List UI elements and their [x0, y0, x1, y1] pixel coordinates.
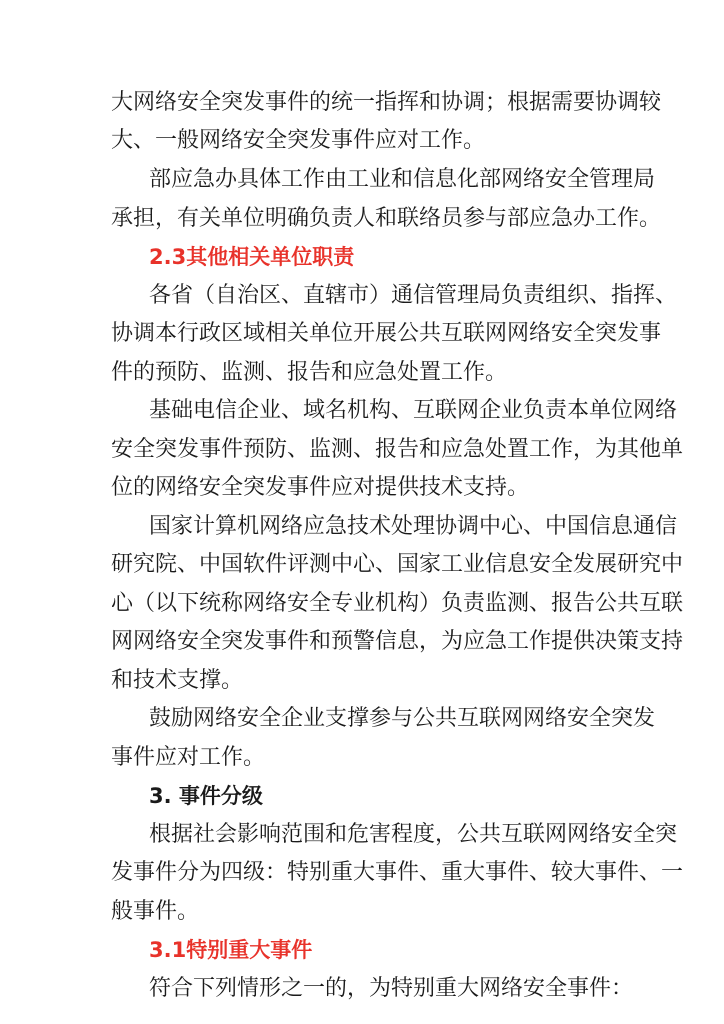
paragraph-first-line: 根据社会影响范围和危害程度，公共互联网网络安全突	[149, 822, 678, 847]
paragraph-first-line: 各省（自治区、直辖市）通信管理局负责组织、指挥、	[149, 283, 678, 308]
paragraph-first-line: 符合下列情形之一的，为特别重大网络安全事件：	[149, 976, 634, 1001]
body-text-line: 研究院、中国软件评测中心、国家工业信息安全发展研究中	[111, 552, 684, 577]
body-text-line: 事件应对工作。	[111, 745, 266, 770]
body-text-line: 般事件。	[111, 899, 200, 924]
body-text-line: 协调本行政区域相关单位开展公共互联网网络安全突发事	[111, 321, 662, 346]
section-heading-3-1: 3.1特别重大事件	[149, 938, 313, 962]
paragraph-first-line: 国家计算机网络应急技术处理协调中心、中国信息通信	[149, 514, 678, 539]
paragraph-first-line: 基础电信企业、域名机构、互联网企业负责本单位网络	[149, 398, 678, 423]
paragraph-first-line: 鼓励网络安全企业支撑参与公共互联网网络安全突发	[149, 706, 656, 731]
body-text-line: 件的预防、监测、报告和应急处置工作。	[111, 360, 508, 385]
body-text-line: 发事件分为四级：特别重大事件、重大事件、较大事件、一	[111, 860, 684, 885]
paragraph-first-line: 部应急办具体工作由工业和信息化部网络安全管理局	[149, 167, 656, 192]
body-text-line: 大网络安全突发事件的统一指挥和协调；根据需要协调较	[111, 90, 662, 115]
body-text-line: 大、一般网络安全突发事件应对工作。	[111, 128, 486, 153]
body-text-line: 和技术支撑。	[111, 668, 244, 693]
body-text-line: 网网络安全突发事件和预警信息，为应急工作提供决策支持	[111, 629, 684, 654]
section-heading-2-3: 2.3其他相关单位职责	[149, 245, 355, 269]
body-text-line: 位的网络安全突发事件应对提供技术支持。	[111, 475, 530, 500]
body-text-line: 心（以下统称网络安全专业机构）负责监测、报告公共互联	[111, 591, 684, 616]
body-text-line: 承担，有关单位明确负责人和联络员参与部应急办工作。	[111, 206, 662, 231]
body-text-line: 安全突发事件预防、监测、报告和应急处置工作，为其他单	[111, 437, 684, 462]
section-heading-3: 3. 事件分级	[149, 784, 263, 808]
